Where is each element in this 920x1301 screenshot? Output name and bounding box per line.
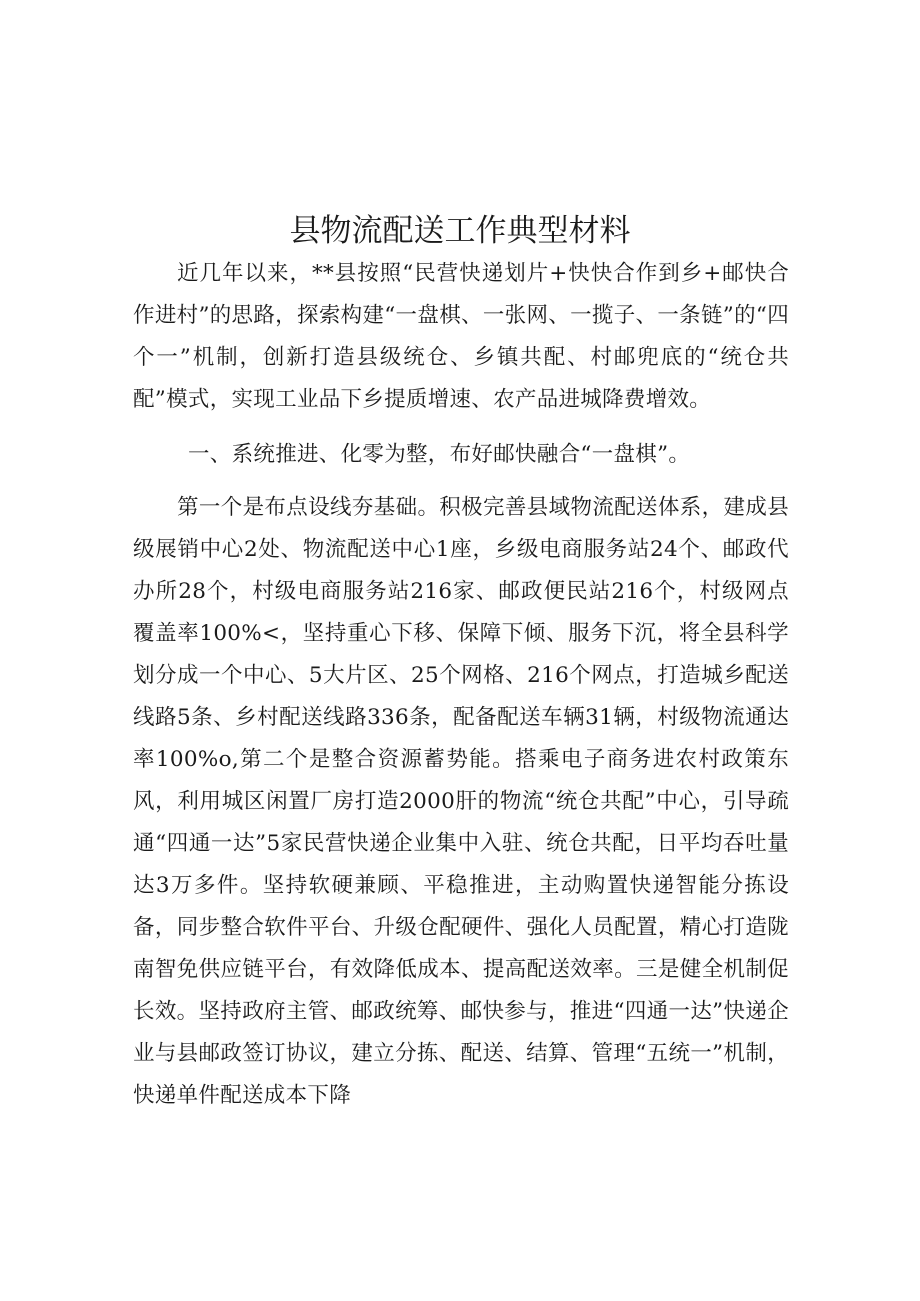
document-title: 县物流配送工作典型材料 <box>289 213 631 249</box>
section-1-body-paragraph: 第一个是布点设线夯基础。积极完善县域物流配送体系，建成县级展销中心2处、物流配送中心1座，乡级电商服务站24个、邮政代办所28个，村级电商服务站216家、邮政便民站216个，村级网点覆盖率100%<，坚持重心下移、保障下倾、服务下沉，将全县科学划分成一个中心、5大片区、25个网格、216个网点，打造城乡配送线路5条、乡村配送线路336条，配备配送车辆31辆，村级物流通达率100%o,第二个是整合资源蓄势能。搭乘电子商务进农村政策东风，利用城区闲置厂房打造2000肝的物流“统仓共配”中心，引导疏通“四通一达”5家民营快递企业集中入驻、统仓共配，日平均吞吐量达3万多件。坚持软硬兼顾、平稳推进，主动购置快递智能分拣设备，同步整合软件平台、升级仓配硬件、强化人员配置，精心打造陇南智免供应链平台，有效降低成本、提高配送效率。三是健全机制促长效。坚持政府主管、邮政统筹、邮快参与，推进“四通一达”快递企业与县邮政签订协议，建立分拣、配送、结算、管理“五统一”机制，快递单件配送成本下降 <box>133 495 789 1108</box>
intro-paragraph: 近几年以来，**县按照“民营快递划片+快快合作到乡+邮快合作进村”的思路，探索构建“一盘棋、一张网、一揽子、一条链”的“四个一”机制，创新打造县级统仓、乡镇共配、村邮兜底的“统仓共配”模式，实现工业品下乡提质增速、农产品进城降费增效。 <box>133 261 789 412</box>
section-heading-1: 一、系统推进、化零为整，布好邮快融合“一盘棋”。 <box>188 442 691 467</box>
